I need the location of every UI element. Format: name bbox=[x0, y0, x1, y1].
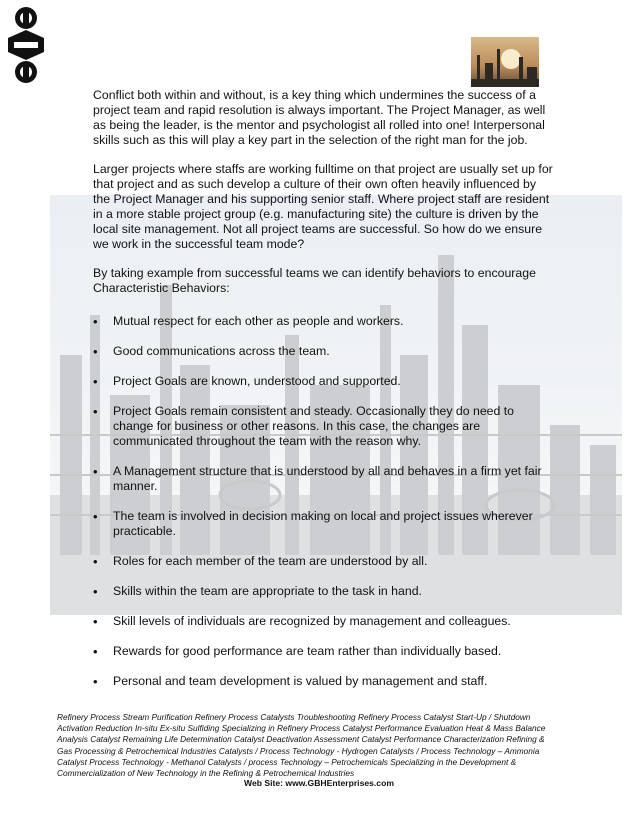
paragraph-characteristic-behaviors: By taking example from successful teams we can identify behaviors to encourage Characteristic Behaviors: bbox=[93, 266, 536, 295]
refinery-photo bbox=[471, 37, 539, 87]
list-item: • Rewards for good performance are team rather than individually based. bbox=[93, 644, 555, 659]
list-item: • A Management structure that is understood by all and behaves in a firm yet fair manner. bbox=[93, 464, 555, 494]
list-item: • Good communications across the team. bbox=[93, 344, 555, 359]
footer-services-text: Refinery Process Stream Purification Refinery Process Catalysts Troubleshooting Refinery Process Catalyst Start-Up / Shutdown Activation Reduction In-situ Ex-situ Sulfiding Specializing in Refinery Process Catalyst Performance Evaluation Heat & Mass Balance Analysis Catalyst Remaining Life Determination Catalyst Deactivation Assessment Catalyst Performance Characterization Refining & Gas Processing & Petrochemical Industries Catalysts / Process Technology - Hydrogen Catalysts / Process Technology – Ammonia Catalyst Process Technology - Methanol Catalysts / process Technology – Petrochemicals Specializing in the Development & Commercialization of New Technology in the Refining & Petrochemical Industries bbox=[57, 712, 546, 779]
list-item: • The team is involved in decision making on local and project issues wherever practicable. bbox=[93, 509, 555, 539]
company-logo bbox=[4, 6, 48, 84]
list-item: • Mutual respect for each other as people and workers. bbox=[93, 314, 555, 329]
paragraph-conflict: Conflict both within and without, is a key thing which undermines the success of a project team and rapid resolution is always important. The Project Manager, as well as being the leader, is the mentor and psychologist all rolled into one! Interpersonal skills such as this will play a key part in the selection of the right man for the job. bbox=[93, 88, 546, 147]
list-item: • Skills within the team are appropriate to the task in hand. bbox=[93, 584, 555, 599]
list-item: • Personal and team development is valued by management and staff. bbox=[93, 674, 555, 689]
document-body bbox=[93, 88, 555, 704]
paragraph-larger-projects: Larger projects where staffs are working fulltime on that project are usually set up for that project and as such develop a culture of their own often heavily influenced by the Project Manager and his supporting senior staff. Where project staff are resident in a more stable project group (e.g. manufacturing site) the culture is driven by the local site management. Not all project teams are successful. So how do we ensure we work in the successful team mode? bbox=[93, 162, 553, 251]
behaviors-list bbox=[93, 314, 555, 689]
list-item: • Project Goals are known, understood and supported. bbox=[93, 374, 555, 389]
website-link[interactable]: Web Site: www.GBHEnterprises.com bbox=[244, 778, 394, 788]
list-item: • Roles for each member of the team are understood by all. bbox=[93, 554, 555, 569]
list-item: • Project Goals remain consistent and steady. Occasionally they do need to change for business or other reasons. In this case, the changes are communicated throughout the team with the reason why. bbox=[93, 404, 555, 449]
list-item: • Skill levels of individuals are recognized by management and colleagues. bbox=[93, 614, 555, 629]
